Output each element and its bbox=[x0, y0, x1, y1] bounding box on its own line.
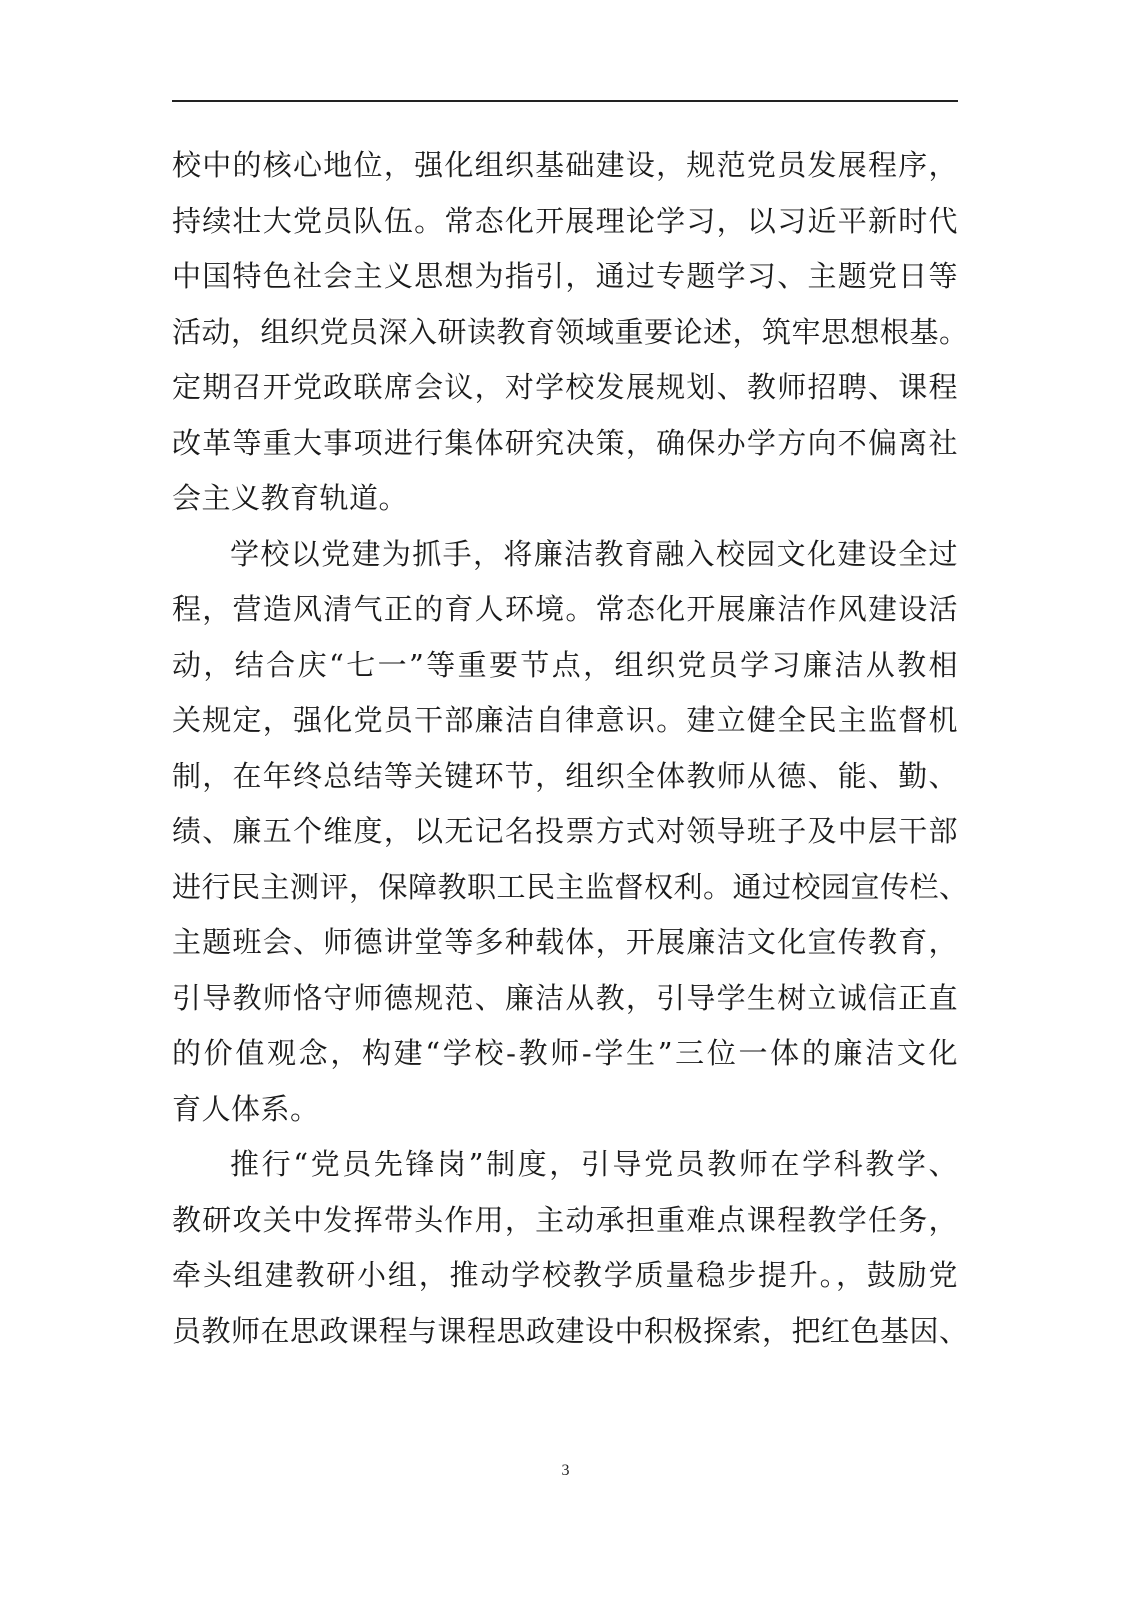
text-line: 中国特色社会主义思想为指引，通过专题学习、主题党日等 bbox=[172, 259, 958, 293]
paragraph bbox=[172, 138, 969, 527]
text-line: 学校以党建为抓手，将廉洁教育融入校园文化建设全过 bbox=[230, 536, 958, 571]
text-line: 持续壮大党员队伍。常态化开展理论学习，以习近平新时代 bbox=[172, 203, 958, 238]
text-line: 主题班会、师德讲堂等多种载体，开展廉洁文化宣传教育， bbox=[172, 925, 958, 959]
text-line: 进行民主测评，保障教职工民主监督权利。通过校园宣传栏、 bbox=[172, 869, 969, 904]
text-line: 改革等重大事项进行集体研究决策，确保办学方向不偏离社 bbox=[172, 425, 958, 460]
paragraph bbox=[172, 527, 969, 1138]
text-line: 的价值观念，构建“学校-教师-学生”三位一体的廉洁文化 bbox=[172, 1036, 958, 1070]
text-line: 推行“党员先锋岗”制度，引导党员教师在学科教学、 bbox=[230, 1147, 958, 1181]
text-line: 育人体系。 bbox=[172, 1091, 320, 1126]
text-line: 引导教师恪守师德规范、廉洁从教，引导学生树立诚信正直 bbox=[172, 980, 958, 1015]
text-line: 校中的核心地位，强化组织基础建设，规范党员发展程序， bbox=[172, 148, 958, 182]
text-line: 程，营造风清气正的育人环境。常态化开展廉洁作风建设活 bbox=[172, 592, 958, 626]
document-body bbox=[172, 138, 969, 1359]
text-line: 活动，组织党员深入研读教育领域重要论述，筑牢思想根基。 bbox=[172, 314, 969, 349]
text-line: 定期召开党政联席会议，对学校发展规划、教师招聘、课程 bbox=[172, 370, 958, 404]
text-line: 关规定，强化党员干部廉洁自律意识。建立健全民主监督机 bbox=[172, 703, 958, 737]
text-line: 制，在年终总结等关键环节，组织全体教师从德、能、勤、 bbox=[172, 758, 958, 793]
paragraph bbox=[172, 1137, 969, 1359]
page-number: 3 bbox=[561, 1462, 570, 1479]
text-line: 教研攻关中发挥带头作用，主动承担重难点课程教学任务， bbox=[172, 1202, 958, 1237]
text-line: 动，结合庆“七一”等重要节点，组织党员学习廉洁从教相 bbox=[172, 647, 958, 682]
text-line: 会主义教育轨道。 bbox=[172, 481, 409, 515]
text-line: 绩、廉五个维度，以无记名投票方式对领导班子及中层干部 bbox=[172, 814, 958, 848]
header-rule bbox=[172, 100, 958, 102]
text-line: 牵头组建教研小组，推动学校教学质量稳步提升。，鼓励党 bbox=[172, 1258, 958, 1292]
text-line: 员教师在思政课程与课程思政建设中积极探索，把红色基因、 bbox=[172, 1313, 969, 1348]
